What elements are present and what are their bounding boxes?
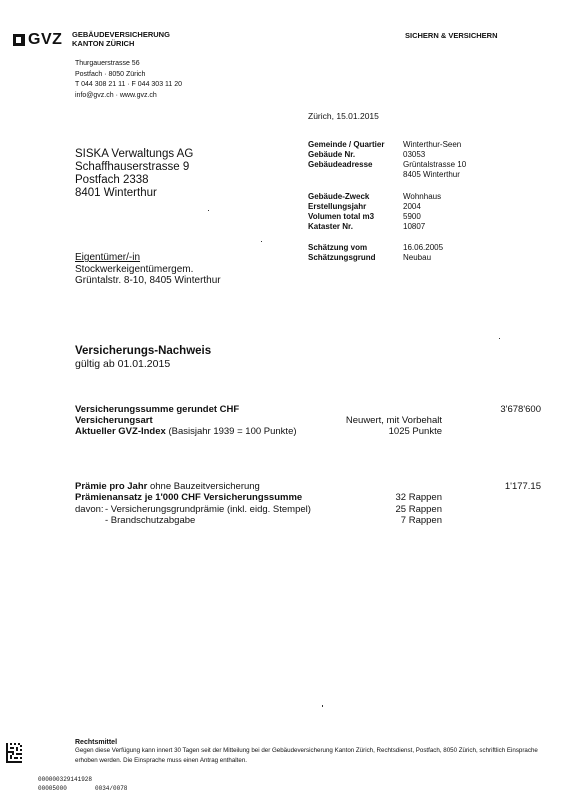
- sub2-value: 7 Rappen: [400, 515, 442, 526]
- info-value: Grüntalstrasse 10: [403, 160, 467, 169]
- recipient-address: [75, 148, 193, 200]
- index-label: [75, 426, 297, 438]
- info-label: Schätzung vom: [308, 243, 368, 252]
- slogan: SICHERN & VERSICHERN: [405, 31, 498, 40]
- sub1-label: - Versicherungsgrundprämie (inkl. eidg. Stempel): [105, 504, 311, 515]
- owner-line1: Stockwerkeigentümergem.: [75, 263, 194, 275]
- owner-label: Eigentümer/-in: [75, 252, 141, 263]
- logo-sub-line1: GEBÄUDEVERSICHERUNG: [72, 30, 170, 39]
- premium-label: [75, 481, 260, 493]
- legal-title: Rechtsmittel: [75, 739, 118, 746]
- sub2-label: - Brandschutzabgabe: [105, 515, 196, 526]
- scan-speck: [322, 705, 323, 707]
- gvz-logo: [13, 32, 62, 48]
- sender-web: info@gvz.ch · www.gvz.ch: [75, 91, 157, 99]
- sum-value: 3'678'600: [500, 404, 541, 415]
- info-label: Gebäudeadresse: [308, 160, 373, 169]
- scan-speck: [261, 241, 262, 242]
- letter-date: Zürich, 15.01.2015: [308, 111, 379, 121]
- datamatrix-code: [6, 743, 22, 763]
- info-value: 03053: [403, 150, 426, 159]
- info-value: 8405 Winterthur: [403, 170, 460, 179]
- index-label-bold: Aktueller GVZ-Index: [75, 426, 166, 437]
- premium-value: 1'177.15: [504, 481, 541, 492]
- recipient-line2: Schaffhauserstrasse 9: [75, 161, 190, 173]
- logo-sub-line2: KANTON ZÜRICH: [72, 39, 135, 48]
- sub1-value: 25 Rappen: [395, 504, 442, 515]
- owner-block: [75, 252, 221, 287]
- recipient-line3: Postfach 2338: [75, 174, 149, 186]
- info-value: Wohnhaus: [403, 192, 442, 201]
- premium-label-bold: Prämie pro Jahr: [75, 481, 148, 492]
- recipient-line4: 8401 Winterthur: [75, 187, 157, 199]
- document-title: Versicherungs-Nachweis: [75, 345, 212, 357]
- legal-text: Gegen diese Verfügung kann innert 30 Tagen seit der Mitteilung bei der Gebäudeversicherung Kanton Zürich, Rechtsdienst, Postfach, 8050 Zürich, schriftlich Einsprache erhoben werden. Die Einsprache muss einen Antrag enthalten.: [75, 747, 538, 764]
- logo-text: GVZ: [28, 31, 63, 48]
- logo-subtitle: [72, 30, 170, 48]
- scan-speck: [499, 338, 500, 339]
- owner-line2: Grüntalstr. 8-10, 8405 Winterthur: [75, 275, 221, 286]
- premium-label-normal: ohne Bauzeitversicherung: [147, 481, 260, 492]
- info-label: Volumen total m3: [308, 212, 375, 221]
- sender-phone: T 044 308 21 11 · F 044 303 11 20: [75, 81, 183, 88]
- rate-value: 32 Rappen: [395, 492, 442, 503]
- info-value: 2004: [403, 202, 421, 211]
- info-label: Gebäude-Zweck: [308, 192, 370, 201]
- info-label: Kataster Nr.: [308, 222, 353, 231]
- info-label: Schätzungsgrund: [308, 253, 376, 262]
- sum-label: Versicherungssumme gerundet CHF: [75, 404, 240, 415]
- type-value: Neuwert, mit Vorbehalt: [345, 415, 442, 426]
- scan-speck: [208, 210, 209, 211]
- index-value: 1025 Punkte: [388, 426, 442, 437]
- gvz-logo-icon: [13, 34, 25, 46]
- info-label: Gebäude Nr.: [308, 150, 356, 159]
- footer-code-3: 0034/0078: [95, 785, 128, 792]
- info-label: Gemeinde / Quartier: [308, 140, 385, 149]
- footer-code-1: 000000329141928: [38, 776, 93, 783]
- info-value: 16.06.2005: [403, 243, 444, 252]
- info-label: Erstellungsjahr: [308, 202, 367, 211]
- info-value: 5900: [403, 212, 421, 221]
- info-value: Neubau: [403, 253, 432, 262]
- sender-street: Thurgauerstrasse 56: [75, 60, 140, 67]
- info-value: Winterthur-Seen: [403, 140, 462, 149]
- footer-code-2: 00005000: [38, 785, 67, 792]
- sender-address: [75, 59, 182, 101]
- davon-label: davon:: [75, 504, 104, 515]
- sender-postbox: Postfach · 8050 Zürich: [75, 70, 146, 78]
- type-label: Versicherungsart: [75, 415, 153, 426]
- recipient-line1: SISKA Verwaltungs AG: [75, 148, 194, 160]
- valid-from: gültig ab 01.01.2015: [75, 358, 171, 370]
- rate-label: Prämienansatz je 1'000 CHF Versicherungssumme: [75, 492, 303, 503]
- index-label-normal: (Basisjahr 1939 = 100 Punkte): [165, 426, 297, 437]
- info-value: 10807: [403, 222, 426, 231]
